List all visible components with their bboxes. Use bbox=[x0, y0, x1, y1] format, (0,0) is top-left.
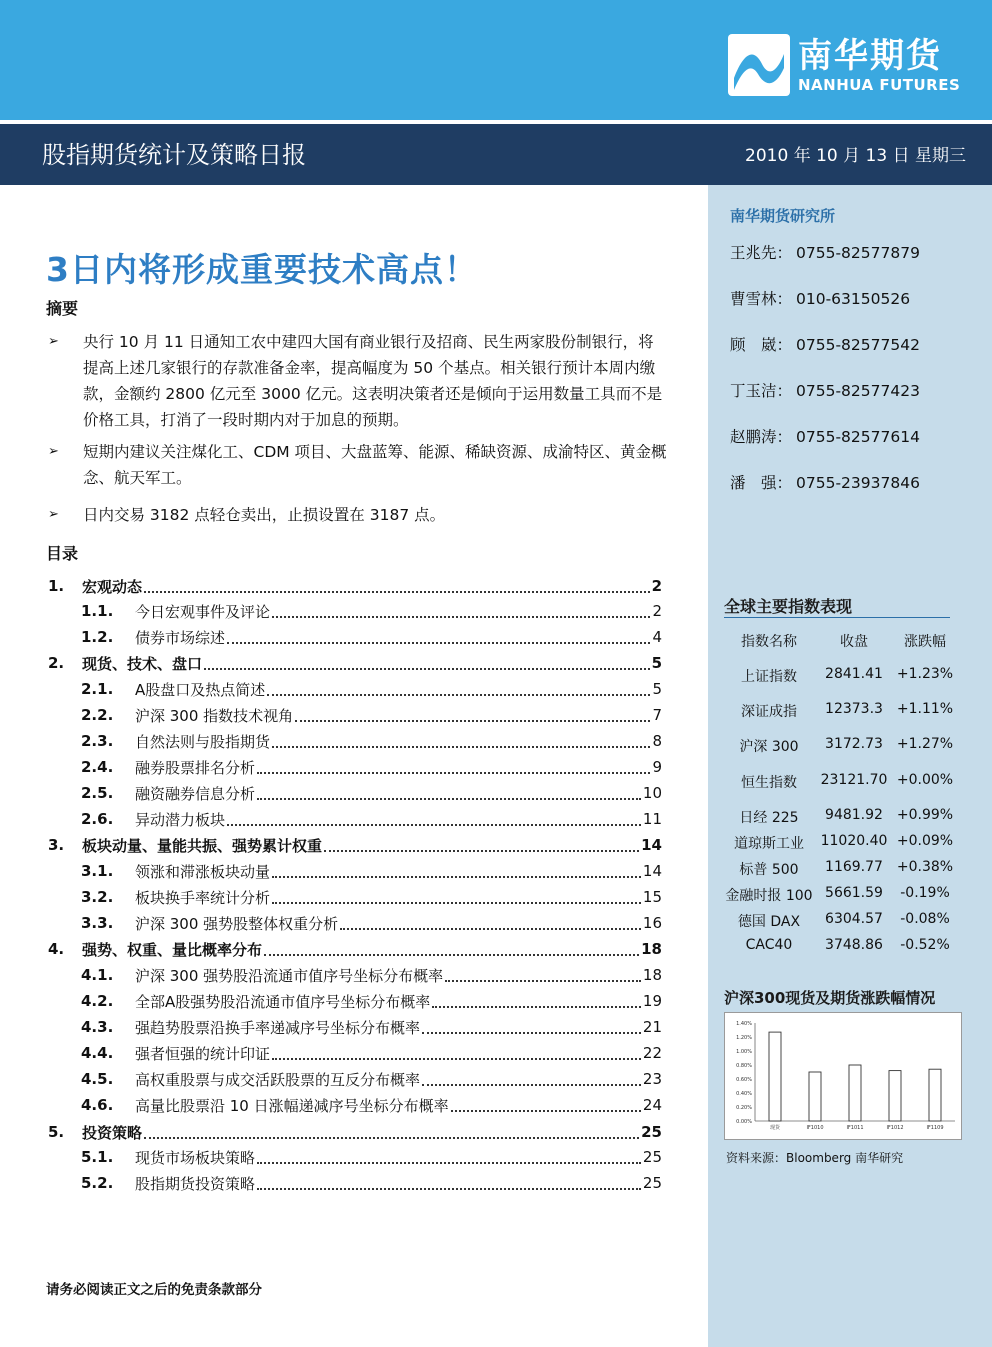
toc-leader-dots bbox=[144, 591, 650, 593]
toc-entry[interactable] bbox=[48, 807, 662, 831]
index-row bbox=[722, 701, 958, 721]
toc-title: 板块换手率统计分析 bbox=[135, 888, 271, 907]
toc-leader-dots bbox=[144, 1137, 639, 1139]
toc-page: 24 bbox=[642, 1096, 662, 1114]
toc-number: 5.2. bbox=[81, 1174, 114, 1192]
chart-bar bbox=[769, 1032, 781, 1121]
toc-title: 现货、技术、盘口 bbox=[82, 654, 203, 673]
toc-page: 23 bbox=[642, 1070, 662, 1088]
brand-name-en: NANHUA FUTURES bbox=[798, 76, 961, 94]
toc-leader-dots bbox=[272, 902, 641, 904]
toc-number: 4.4. bbox=[81, 1044, 114, 1062]
toc-number: 2.5. bbox=[81, 784, 114, 802]
contact-phone: 010-63150526 bbox=[796, 290, 911, 308]
report-date: 2010 年 10 月 13 日 星期三 bbox=[745, 146, 966, 166]
toc-leader-dots bbox=[264, 954, 639, 956]
toc-number: 4.1. bbox=[81, 966, 114, 984]
toc-title: 宏观动态 bbox=[82, 577, 143, 596]
index-cell: 23121.70 bbox=[820, 772, 888, 788]
toc-page: 5 bbox=[651, 654, 662, 672]
toc-number: 4.5. bbox=[81, 1070, 114, 1088]
x-tick-label: IF1011 bbox=[846, 1125, 864, 1131]
toc-entry[interactable] bbox=[48, 989, 662, 1013]
y-tick-label: 1.40% bbox=[736, 1021, 752, 1027]
brand-logo bbox=[728, 30, 968, 100]
contact-phone: 0755-23937846 bbox=[796, 474, 920, 492]
toc-title: 异动潜力板块 bbox=[135, 810, 226, 829]
index-row bbox=[722, 885, 958, 905]
toc-number: 2.4. bbox=[81, 758, 114, 776]
toc-leader-dots bbox=[295, 720, 650, 722]
toc-number: 1.2. bbox=[81, 628, 114, 646]
toc-number: 2.1. bbox=[81, 680, 114, 698]
brand-name-cn: 南华期货 bbox=[798, 36, 942, 76]
index-cell: -0.19% bbox=[900, 885, 950, 901]
toc-page: 14 bbox=[641, 836, 662, 854]
toc-page: 11 bbox=[642, 810, 662, 828]
toc-leader-dots bbox=[227, 824, 641, 826]
index-cell: 日经 225 bbox=[739, 810, 799, 826]
x-tick-label: IF1010 bbox=[806, 1125, 824, 1131]
index-cell: 上证指数 bbox=[741, 669, 797, 685]
toc-title: 股指期货投资策略 bbox=[135, 1174, 256, 1193]
contact-entry bbox=[730, 427, 920, 447]
index-cell: 恒生指数 bbox=[741, 775, 797, 791]
institute-name: 南华期货研究所 bbox=[730, 207, 836, 225]
toc-title: 投资策略 bbox=[82, 1123, 143, 1142]
toc-number: 1.1. bbox=[81, 602, 114, 620]
toc-page: 16 bbox=[642, 914, 662, 932]
index-cell: 9481.92 bbox=[825, 807, 883, 823]
index-cell: +0.00% bbox=[896, 772, 954, 788]
contact-name: 赵鹏涛： bbox=[730, 428, 793, 446]
toc-entry[interactable] bbox=[48, 1041, 662, 1065]
toc-page: 10 bbox=[642, 784, 662, 802]
toc-page: 15 bbox=[642, 888, 662, 906]
index-cell: 11020.40 bbox=[820, 833, 888, 849]
contact-entry bbox=[730, 243, 920, 263]
toc-leader-dots bbox=[272, 746, 650, 748]
chart-bar bbox=[809, 1072, 821, 1121]
index-header-cell: 指数名称 bbox=[741, 634, 797, 650]
index-cell: +0.09% bbox=[896, 833, 954, 849]
y-tick-label: 0.80% bbox=[736, 1063, 752, 1069]
toc-title: 全部A股强势股沿流通市值序号坐标分布概率 bbox=[135, 992, 431, 1011]
toc-title: 沪深 300 强势股沿流通市值序号坐标分布概率 bbox=[135, 966, 444, 985]
index-header-cell: 收盘 bbox=[840, 634, 868, 650]
toc-page: 5 bbox=[652, 680, 662, 698]
chart-bar bbox=[929, 1069, 941, 1121]
contact-phone: 0755-82577879 bbox=[796, 244, 920, 262]
abstract-bullet: ➢ 短期内建议关注煤化工、CDM 项目、大盘蓝筹、能源、稀缺资源、成渝特区、黄金概念、航天军工。 bbox=[48, 439, 668, 491]
chart-bar bbox=[889, 1071, 901, 1121]
chart-bar bbox=[849, 1065, 861, 1121]
toc-number: 5.1. bbox=[81, 1148, 114, 1166]
index-row bbox=[722, 736, 958, 756]
toc-leader-dots bbox=[257, 772, 650, 774]
toc-number: 3.2. bbox=[81, 888, 114, 906]
index-cell: +1.27% bbox=[896, 736, 954, 752]
contact-entry bbox=[730, 381, 920, 401]
index-cell: +0.99% bbox=[896, 807, 954, 823]
toc-title: 融资融券信息分析 bbox=[135, 784, 256, 803]
index-cell: +0.38% bbox=[896, 859, 954, 875]
index-cell: 3748.86 bbox=[825, 937, 883, 953]
toc-title: 强者恒强的统计印证 bbox=[135, 1044, 271, 1063]
toc-title: 债券市场综述 bbox=[135, 628, 226, 647]
sidebar bbox=[708, 185, 992, 1347]
x-tick-label: IF1012 bbox=[886, 1125, 904, 1131]
toc-entry[interactable] bbox=[48, 911, 662, 935]
arrow-bullet-icon: ➢ bbox=[48, 334, 59, 349]
toc-entry[interactable] bbox=[48, 1171, 662, 1195]
toc-number: 2.6. bbox=[81, 810, 114, 828]
index-cell: +1.11% bbox=[896, 701, 954, 717]
toc-entry[interactable] bbox=[48, 833, 662, 857]
toc-leader-dots bbox=[272, 876, 641, 878]
toc-page: 9 bbox=[652, 758, 662, 776]
toc-leader-dots bbox=[257, 798, 641, 800]
toc-leader-dots bbox=[324, 850, 639, 852]
toc-leader-dots bbox=[432, 1006, 641, 1008]
index-cell: 金融时报 100 bbox=[725, 888, 813, 904]
toc-number: 1. bbox=[48, 577, 65, 595]
toc-page: 7 bbox=[652, 706, 662, 724]
index-table-title: 全球主要指数表现 bbox=[724, 597, 853, 616]
contact-phone: 0755-82577423 bbox=[796, 382, 920, 400]
index-row bbox=[722, 666, 958, 686]
report-title: 股指期货统计及策略日报 bbox=[42, 141, 306, 169]
index-cell: 道琼斯工业 bbox=[734, 836, 804, 852]
index-cell: 2841.41 bbox=[825, 666, 883, 682]
toc-page: 4 bbox=[652, 628, 662, 646]
title-band bbox=[0, 124, 992, 185]
toc-leader-dots bbox=[445, 980, 641, 982]
toc-page: 25 bbox=[641, 1123, 662, 1141]
toc-number: 4. bbox=[48, 940, 65, 958]
abstract-label: 摘要 bbox=[46, 299, 79, 318]
toc-number: 3. bbox=[48, 836, 65, 854]
toc-page: 25 bbox=[642, 1148, 662, 1166]
toc-page: 2 bbox=[652, 602, 662, 620]
index-cell: 3172.73 bbox=[825, 736, 883, 752]
contact-entry bbox=[730, 335, 920, 355]
index-header-cell: 涨跌幅 bbox=[904, 634, 946, 650]
toc-entry[interactable] bbox=[48, 963, 662, 987]
toc-leader-dots bbox=[451, 1110, 641, 1112]
index-cell: 1169.77 bbox=[825, 859, 883, 875]
toc-number: 4.2. bbox=[81, 992, 114, 1010]
x-tick-label: IF1109 bbox=[926, 1125, 944, 1131]
contact-name: 王兆先： bbox=[730, 244, 793, 262]
divider bbox=[724, 617, 950, 618]
toc-leader-dots bbox=[267, 694, 650, 696]
contact-name: 顾 崴： bbox=[730, 336, 793, 354]
y-tick-label: 1.20% bbox=[736, 1035, 752, 1041]
arrow-bullet-icon: ➢ bbox=[48, 444, 59, 459]
toc-entry[interactable] bbox=[48, 651, 662, 675]
toc-entry[interactable] bbox=[48, 729, 662, 753]
toc-entry[interactable] bbox=[48, 859, 662, 883]
toc-page: 18 bbox=[641, 940, 662, 958]
toc-title: 今日宏观事件及评论 bbox=[135, 602, 271, 621]
y-tick-label: 0.20% bbox=[736, 1105, 752, 1111]
index-row bbox=[722, 807, 958, 827]
logo-wave-icon bbox=[728, 34, 790, 96]
arrow-bullet-icon: ➢ bbox=[48, 507, 59, 522]
toc-leader-dots bbox=[204, 668, 650, 670]
toc-page: 19 bbox=[642, 992, 662, 1010]
index-cell: 6304.57 bbox=[825, 911, 883, 927]
index-cell: CAC40 bbox=[745, 937, 793, 953]
toc-page: 25 bbox=[642, 1174, 662, 1192]
header-band bbox=[0, 0, 992, 120]
toc-leader-dots bbox=[422, 1032, 641, 1034]
index-cell: +1.23% bbox=[896, 666, 954, 682]
toc-number: 3.3. bbox=[81, 914, 114, 932]
toc-number: 2. bbox=[48, 654, 65, 672]
chart-source: 资料来源：Bloomberg 南华研究 bbox=[726, 1151, 904, 1165]
toc-entry[interactable] bbox=[48, 1067, 662, 1091]
index-cell: 深证成指 bbox=[741, 704, 797, 720]
index-row bbox=[722, 937, 958, 953]
toc-page: 8 bbox=[652, 732, 662, 750]
abstract-bullet: ➢ 日内交易 3182 点轻仓卖出，止损设置在 3187 点。 bbox=[48, 502, 668, 528]
toc-entry[interactable] bbox=[48, 1015, 662, 1039]
index-table-header bbox=[722, 631, 958, 651]
toc-title: 高量比股票沿 10 日涨幅递减序号坐标分布概率 bbox=[135, 1096, 449, 1115]
headline: 3日内将形成重要技术高点！ bbox=[46, 250, 478, 289]
toc-title: A股盘口及热点简述 bbox=[135, 680, 266, 699]
toc-entry[interactable] bbox=[48, 599, 662, 623]
index-row bbox=[722, 833, 958, 853]
toc-title: 自然法则与股指期货 bbox=[135, 732, 271, 751]
toc-entry[interactable] bbox=[48, 625, 662, 649]
toc-number: 5. bbox=[48, 1123, 65, 1141]
toc-title: 强势、权重、量比概率分布 bbox=[82, 940, 263, 959]
toc-leader-dots bbox=[422, 1084, 641, 1086]
contact-phone: 0755-82577614 bbox=[796, 428, 920, 446]
disclaimer-note: 请务必阅读正文之后的免责条款部分 bbox=[46, 1282, 262, 1298]
toc-entry[interactable] bbox=[48, 781, 662, 805]
index-cell: 12373.3 bbox=[825, 701, 883, 717]
toc-title: 沪深 300 强势股整体权重分析 bbox=[135, 914, 339, 933]
y-tick-label: 1.00% bbox=[736, 1049, 752, 1055]
index-cell: 德国 DAX bbox=[737, 914, 801, 930]
toc-title: 领涨和滞涨板块动量 bbox=[135, 862, 271, 881]
toc-page: 18 bbox=[642, 966, 662, 984]
index-cell: 沪深 300 bbox=[739, 739, 799, 755]
y-tick-label: 0.00% bbox=[736, 1119, 752, 1125]
toc-page: 2 bbox=[651, 577, 662, 595]
toc-leader-dots bbox=[257, 1162, 641, 1164]
toc-entry[interactable] bbox=[48, 1145, 662, 1169]
y-tick-label: 0.40% bbox=[736, 1091, 752, 1097]
y-tick-label: 0.60% bbox=[736, 1077, 752, 1083]
toc-number: 4.3. bbox=[81, 1018, 114, 1036]
toc-leader-dots bbox=[227, 642, 650, 644]
toc-entry[interactable] bbox=[48, 885, 662, 909]
toc-entry[interactable] bbox=[48, 574, 662, 598]
contact-entry bbox=[730, 289, 910, 309]
abstract-bullet: ➢ 央行 10 月 11 日通知工农中建四大国有商业银行及招商、民生两家股份制银行，将提高上述几家银行的存款准备金率，提高幅度为 50 个基点。相关银行预计本周内缴款，金额约 2800 亿元至 3000 亿元。这表明决策者还是倾向于运用数量工具而不是价格工具，打消了一段时期内对于加息的预期。 bbox=[48, 329, 668, 433]
contact-name: 曹雪林： bbox=[730, 290, 793, 308]
bar-chart bbox=[724, 1012, 962, 1140]
index-row bbox=[722, 772, 958, 792]
toc-leader-dots bbox=[257, 1188, 641, 1190]
toc-entry[interactable] bbox=[48, 937, 662, 961]
toc-title: 高权重股票与成交活跃股票的互反分布概率 bbox=[135, 1070, 421, 1089]
toc-number: 2.3. bbox=[81, 732, 114, 750]
contact-name: 潘 强： bbox=[730, 474, 793, 492]
toc-leader-dots bbox=[272, 616, 650, 618]
contact-entry bbox=[730, 473, 920, 493]
toc-number: 4.6. bbox=[81, 1096, 114, 1114]
index-cell: -0.52% bbox=[900, 937, 950, 953]
toc-leader-dots bbox=[272, 1058, 641, 1060]
toc-entry[interactable] bbox=[48, 1093, 662, 1117]
toc-leader-dots bbox=[340, 928, 641, 930]
toc-title: 强趋势股票沿换手率递减序号坐标分布概率 bbox=[135, 1018, 421, 1037]
toc-title: 沪深 300 指数技术视角 bbox=[135, 706, 294, 725]
toc-title: 板块动量、量能共振、强势累计权重 bbox=[82, 836, 323, 855]
index-cell: 标普 500 bbox=[739, 862, 799, 878]
toc-entry[interactable] bbox=[48, 1120, 662, 1144]
index-cell: -0.08% bbox=[900, 911, 950, 927]
toc-number: 2.2. bbox=[81, 706, 114, 724]
index-row bbox=[722, 911, 958, 931]
toc-entry[interactable] bbox=[48, 703, 662, 727]
toc-page: 21 bbox=[642, 1018, 662, 1036]
toc-title: 融券股票排名分析 bbox=[135, 758, 256, 777]
contact-phone: 0755-82577542 bbox=[796, 336, 920, 354]
toc-title: 现货市场板块策略 bbox=[135, 1148, 256, 1167]
x-tick-label: 现货 bbox=[769, 1125, 781, 1131]
index-row bbox=[722, 859, 958, 879]
toc-label: 目录 bbox=[46, 544, 79, 563]
toc-entry[interactable] bbox=[48, 677, 662, 701]
index-cell: 5661.59 bbox=[825, 885, 883, 901]
toc-entry[interactable] bbox=[48, 755, 662, 779]
toc-page: 14 bbox=[642, 862, 662, 880]
chart-title: 沪深300现货及期货涨跌幅情况 bbox=[724, 989, 936, 1007]
toc-page: 22 bbox=[642, 1044, 662, 1062]
toc-number: 3.1. bbox=[81, 862, 114, 880]
contact-name: 丁玉洁： bbox=[730, 382, 793, 400]
